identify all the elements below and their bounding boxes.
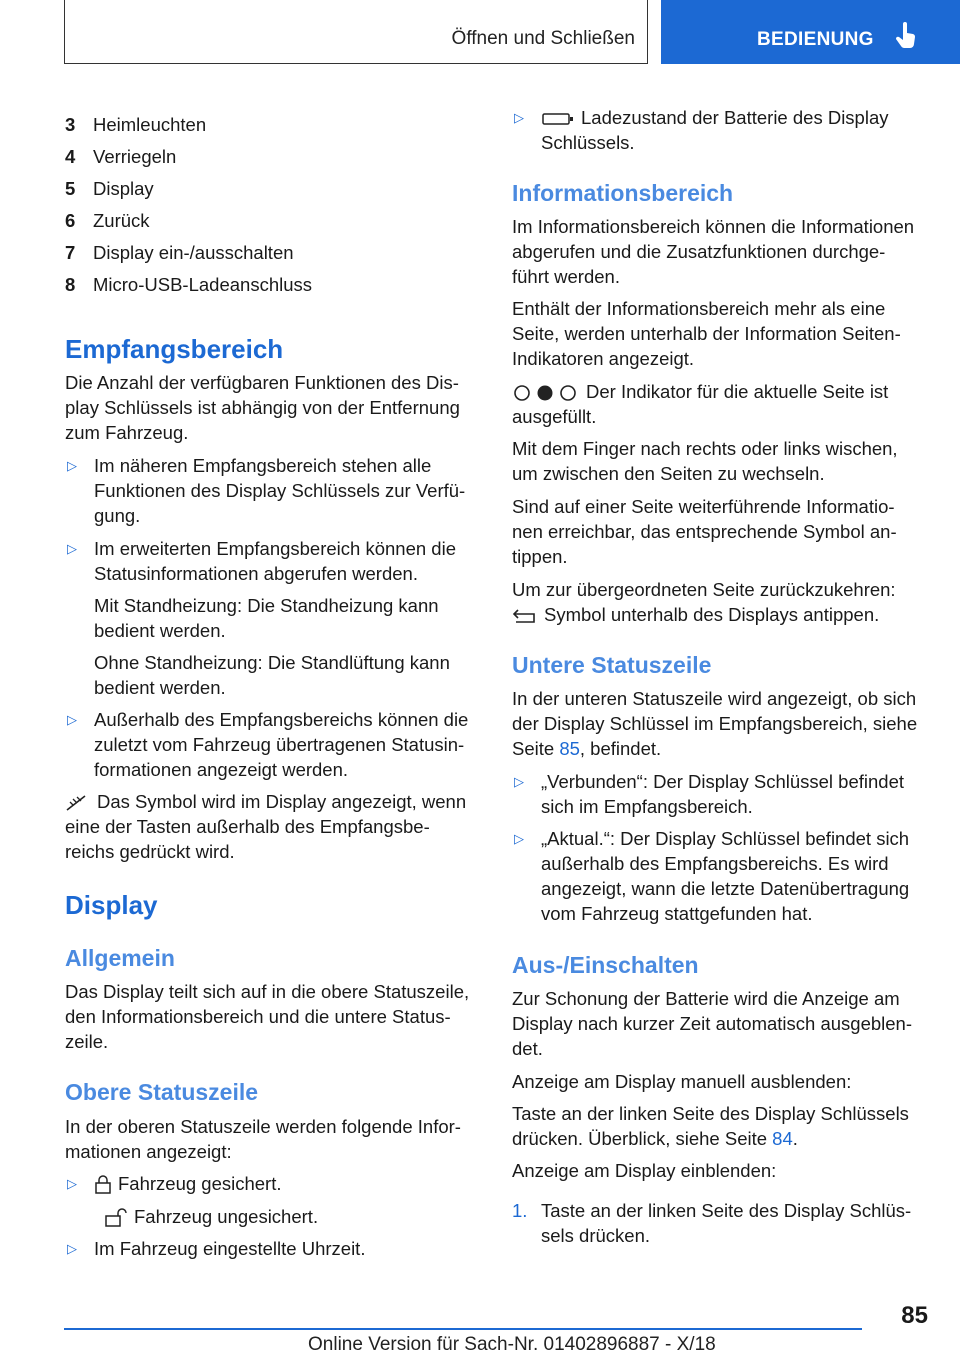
bullet-item: ▷ Fahrzeug gesichert. — [65, 1171, 483, 1196]
list-item: 7 Display ein-/ausschalten — [65, 242, 294, 263]
paragraph: Enthält der Informationsbereich mehr als eine Seite, werden unterhalb der Information Seiten- Indikatoren angezeigt. — [512, 298, 901, 369]
paragraph: In der oberen Statuszeile werden folgende Infor- mationen angezeigt: — [65, 1116, 461, 1162]
list-item: 8 Micro-USB-Ladeanschluss — [65, 274, 313, 295]
header-chapter-box — [661, 0, 960, 64]
hand-pointer-icon — [895, 22, 917, 50]
footer-divider — [64, 1328, 862, 1330]
list-item: 4 Verriegeln — [65, 146, 177, 167]
bullet-item: ▷ „Aktual.“: Der Display Schlüssel befindet sich außerhalb des Empfangsbereichs. Es wird angezeigt, wann die letzte Datenübertragung vom Fahrzeug stattgefunden hat. — [512, 826, 932, 926]
heading-untere-statuszeile: Untere Statuszeile — [512, 652, 712, 678]
paragraph: Mit dem Finger nach rechts oder links wischen, um zwischen den Seiten zu wechseln. — [512, 438, 898, 484]
numbered-step: 1. Taste an der linken Seite des Display Schlüs- sels drücken. — [512, 1200, 912, 1246]
lock-closed-icon — [94, 1175, 112, 1195]
page-number: 85 — [901, 1302, 928, 1329]
list-item: 3 Heimleuchten — [65, 114, 207, 135]
paragraph: In der unteren Statuszeile wird angezeigt, ob sich der Display Schlüssel im Empfangsbereich, siehe Seite 85, befindet. — [512, 688, 918, 759]
header-section-box — [64, 0, 648, 64]
bullet-item: ▷ Im Fahrzeug eingestellte Uhrzeit. — [65, 1236, 483, 1261]
paragraph: Der Indikator für die aktuelle Seite ist ausgefüllt. — [512, 381, 889, 427]
bullet-item: ▷ Im näheren Empfangsbereich stehen alle Funktionen des Display Schlüssels zur Verfü- gung. — [65, 453, 483, 528]
heading-allgemein: Allgemein — [65, 945, 175, 971]
paragraph: Im Informationsbereich können die Informationen abgerufen und die Zusatzfunktionen durchge- führt werden. — [512, 216, 915, 287]
step-number: 1. — [512, 1200, 528, 1221]
header-chapter-title: BEDIENUNG — [757, 29, 874, 50]
page-link-84[interactable]: 84 — [772, 1128, 793, 1149]
page-indicator-icon — [512, 383, 578, 403]
bullet-item: ▷ „Verbunden“: Der Display Schlüssel befindet sich im Empfangsbereich. — [512, 769, 932, 819]
paragraph: Taste an der linken Seite des Display Schlüssels drücken. Überblick, siehe Seite 84. — [512, 1103, 909, 1149]
paragraph: Um zur übergeordneten Seite zurückzukehren: Symbol unterhalb des Displays antippen. — [512, 579, 896, 625]
paragraph: Zur Schonung der Batterie wird die Anzeige am Display nach kurzer Zeit automatisch ausgeblen- det. — [512, 988, 912, 1059]
back-arrow-icon — [512, 607, 538, 625]
heading-obere-statuszeile: Obere Statuszeile — [65, 1079, 259, 1105]
heading-display: Display — [65, 890, 158, 920]
heading-empfangsbereich: Empfangsbereich — [65, 334, 284, 364]
bullet-item: ▷ Ladezustand der Batterie des Display Schlüssels. — [512, 105, 932, 155]
header-section-title: Öffnen und Schließen — [451, 28, 635, 49]
bullet-item: ▷ Im erweiterten Empfangsbereich können die Statusinformationen abgerufen werden. — [65, 536, 483, 586]
list-item: 6 Zurück — [65, 210, 150, 231]
paragraph: Das Symbol wird im Display angezeigt, wenn eine der Tasten außerhalb des Empfangsbe- reichs gedrückt wird. — [65, 791, 467, 862]
paragraph: Das Display teilt sich auf in die obere Statuszeile, den Informationsbereich und die untere Status- zeile. — [65, 981, 470, 1052]
heading-aus-einschalten: Aus-/Einschalten — [512, 952, 699, 978]
list-item: 5 Display — [65, 178, 154, 199]
bullet-subparagraph: Mit Standheizung: Die Standheizung kann bedient werden. — [94, 595, 439, 641]
battery-icon — [541, 111, 575, 127]
signal-off-icon — [65, 794, 89, 812]
bullet-item: ▷ Außerhalb des Empfangsbereichs können die zuletzt vom Fahrzeug übertragenen Statusin- formationen angezeigt werden. — [65, 707, 483, 782]
bullet-subparagraph: Fahrzeug ungesichert. — [94, 1204, 483, 1229]
heading-informationsbereich: Informationsbereich — [512, 180, 734, 206]
bullet-subparagraph: Ohne Standheizung: Die Standlüftung kann bedient werden. — [94, 652, 450, 698]
lock-open-icon — [104, 1208, 128, 1228]
paragraph: Sind auf einer Seite weiterführende Informatio- nen erreichbar, das entsprechende Symbol an- tippen. — [512, 496, 897, 567]
page-link-85[interactable]: 85 — [559, 738, 580, 759]
paragraph: Anzeige am Display einblenden: — [512, 1160, 777, 1181]
paragraph: Die Anzahl der verfügbaren Funktionen des Dis- play Schlüssels ist abhängig von der Entfernung zum Fahrzeug. — [65, 372, 460, 443]
footer-text: Online Version für Sach-Nr. 01402896887 - X/18 — [308, 1334, 716, 1355]
paragraph: Anzeige am Display manuell ausblenden: — [512, 1071, 852, 1092]
